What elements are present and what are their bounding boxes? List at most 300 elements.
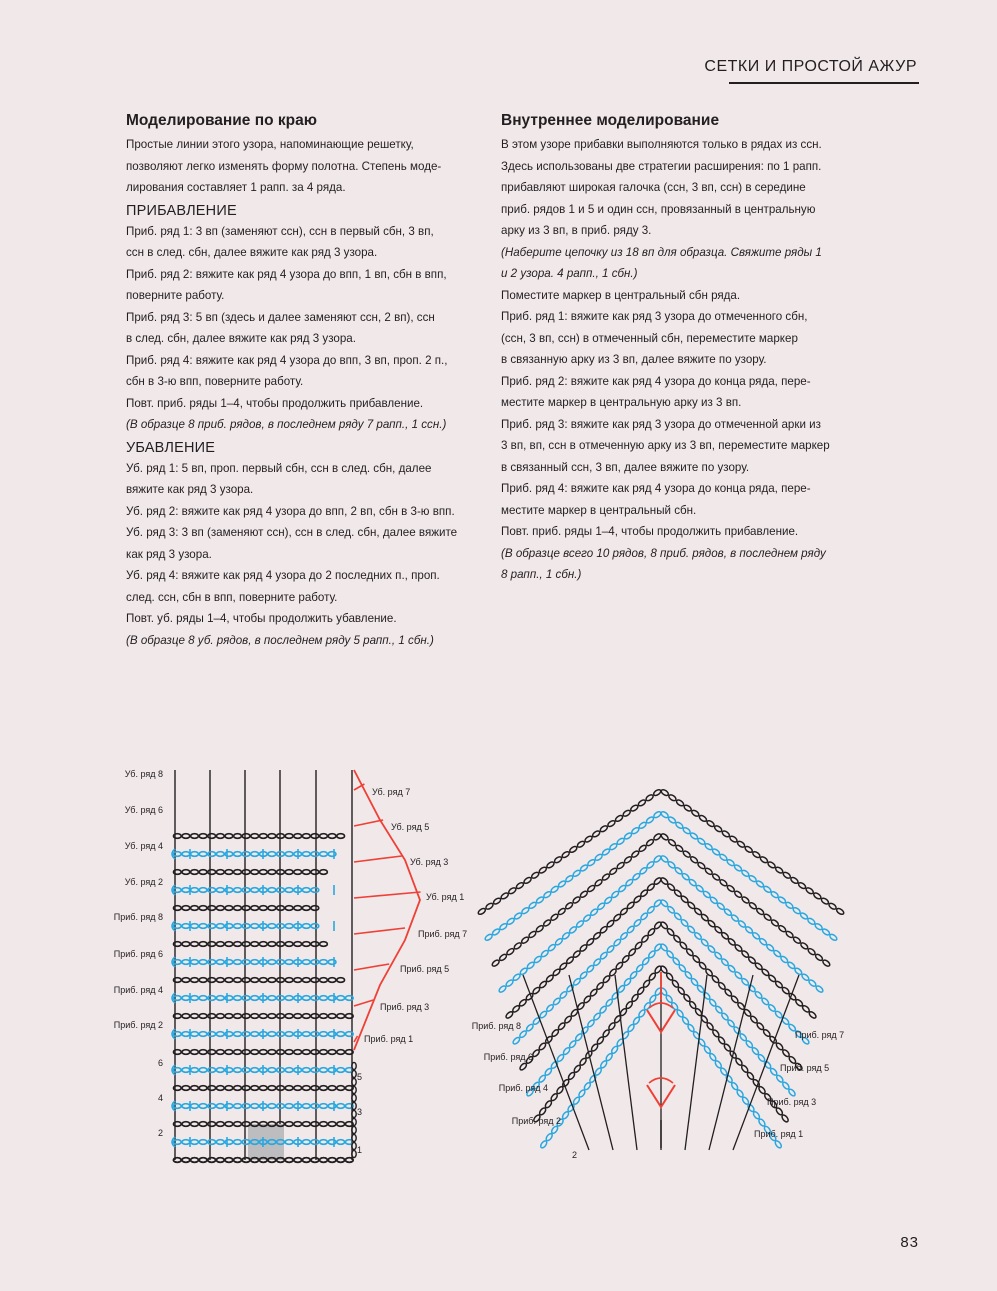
fan-chain-black bbox=[551, 1029, 560, 1038]
foundation-chain bbox=[302, 1158, 310, 1163]
fan-chain-black bbox=[744, 845, 753, 853]
fan-chain-blue bbox=[572, 869, 581, 877]
chain-row-black bbox=[208, 1014, 216, 1019]
chain-row-black bbox=[285, 942, 293, 947]
fan-chain-blue bbox=[815, 985, 824, 994]
chain-row-black bbox=[234, 834, 242, 839]
fan-chain-black bbox=[596, 981, 605, 990]
fan-chain-blue bbox=[579, 864, 588, 872]
fan-chain-blue bbox=[606, 945, 615, 954]
note-line: 8 рапп., 1 сбн.) bbox=[501, 568, 582, 581]
chain-row-black bbox=[328, 1086, 336, 1091]
chain-row-blue bbox=[311, 996, 319, 1001]
chain-row-black bbox=[311, 1086, 319, 1091]
chain-row-black bbox=[337, 978, 345, 983]
fan-chain-blue bbox=[547, 943, 556, 952]
fan-chain-black bbox=[615, 814, 624, 822]
chain-row-black bbox=[311, 870, 319, 875]
chain-row-black bbox=[302, 1014, 310, 1019]
edge-chain bbox=[352, 1094, 356, 1101]
fan-chain-blue bbox=[533, 955, 542, 964]
fan-chain-blue bbox=[561, 932, 570, 941]
fan-chain-blue bbox=[719, 853, 728, 861]
edge-chain bbox=[352, 1062, 356, 1069]
chain-row-blue bbox=[285, 996, 293, 1001]
fan-chain-blue bbox=[709, 896, 718, 905]
fan-chain-black bbox=[717, 1036, 725, 1045]
chain-row-black bbox=[216, 942, 224, 947]
fan-chain-blue bbox=[672, 957, 681, 966]
fan-chain-blue bbox=[799, 912, 808, 920]
foundation-chain bbox=[328, 1158, 336, 1163]
fan-chain-black bbox=[748, 902, 757, 910]
chain-row-blue bbox=[337, 1140, 345, 1145]
chain-row-blue bbox=[285, 960, 293, 965]
chain-row-black bbox=[225, 1014, 233, 1019]
chain-row-black bbox=[182, 942, 190, 947]
chain-row-black bbox=[225, 1086, 233, 1091]
chain-row-black bbox=[337, 1086, 345, 1091]
fan-chain-blue bbox=[709, 1053, 717, 1062]
fan-chain-blue bbox=[697, 837, 706, 845]
fan-chain-black bbox=[680, 895, 689, 904]
fan-chain-black bbox=[645, 794, 654, 802]
chain-row-black bbox=[268, 1086, 276, 1091]
fan-chain-blue bbox=[506, 917, 515, 925]
chain-row-blue bbox=[182, 924, 190, 929]
fan-chain-black bbox=[778, 924, 787, 932]
fan-chain-black bbox=[550, 913, 559, 921]
chain-row-blue bbox=[311, 1140, 319, 1145]
chain-row-blue bbox=[268, 888, 276, 893]
fan-chain-blue bbox=[538, 1074, 547, 1083]
fan-chain-black bbox=[645, 838, 654, 846]
fan-chain-blue bbox=[638, 1009, 646, 1018]
chain-row-blue bbox=[328, 1068, 336, 1073]
fan-chain-black bbox=[531, 871, 540, 879]
fan-chain-blue bbox=[594, 1067, 602, 1076]
chain-row-black bbox=[337, 1050, 345, 1055]
fan-chain-blue bbox=[578, 1089, 586, 1098]
fan-chain-black bbox=[795, 998, 804, 1007]
chain-row-black bbox=[294, 942, 302, 947]
chain-row-blue bbox=[208, 1032, 216, 1037]
chain-row-blue bbox=[328, 1104, 336, 1109]
chain-row-blue bbox=[216, 996, 224, 1001]
chain-row-black bbox=[259, 1086, 267, 1091]
chain-row-black bbox=[208, 906, 216, 911]
chain-row-black bbox=[234, 906, 242, 911]
fan-row-label-right: Приб. ряд 7 bbox=[795, 1030, 845, 1040]
row-label-left: Приб. ряд 6 bbox=[113, 949, 163, 959]
chain-row-black bbox=[225, 906, 233, 911]
fan-chain-blue bbox=[535, 896, 544, 904]
chain-row-blue bbox=[234, 888, 242, 893]
chain-row-blue bbox=[199, 996, 207, 1001]
chain-row-black bbox=[199, 978, 207, 983]
fan-chain-black bbox=[836, 907, 845, 915]
chain-row-blue bbox=[225, 888, 233, 893]
fan-chain-blue bbox=[714, 951, 723, 960]
fan-chain-black bbox=[762, 1029, 771, 1038]
chain-row-black bbox=[251, 1086, 259, 1091]
fan-chain-blue bbox=[498, 985, 507, 994]
fan-chain-blue bbox=[660, 943, 669, 952]
chain-row-blue bbox=[199, 852, 207, 857]
foundation-chain bbox=[311, 1158, 319, 1163]
chain-row-black bbox=[268, 1014, 276, 1019]
chain-row-black bbox=[285, 870, 293, 875]
fan-chain-black bbox=[735, 1057, 743, 1066]
chain-row-blue bbox=[242, 1068, 250, 1073]
chain-row-black bbox=[234, 1014, 242, 1019]
fan-chain-black bbox=[714, 825, 723, 833]
note-line: (В образце всего 10 рядов, 8 приб. рядов, в последнем ряду bbox=[501, 546, 826, 560]
text-line: В этом узоре прибавки выполняются только в рядах из ссн. bbox=[501, 138, 822, 151]
fan-chain-black bbox=[740, 1064, 748, 1073]
fan-chain-blue bbox=[611, 890, 620, 899]
text-line: Приб. ряд 2: вяжите как ряд 4 узора до впп, 1 вп, сбн в впп, bbox=[126, 267, 447, 281]
chain-row-black bbox=[216, 870, 224, 875]
fan-chain-black bbox=[782, 871, 791, 879]
chain-row-blue bbox=[216, 960, 224, 965]
fan-chain-black bbox=[800, 942, 809, 950]
fan-chain-black bbox=[665, 972, 673, 981]
chain-row-blue bbox=[199, 1104, 207, 1109]
chain-row-blue bbox=[285, 1140, 293, 1145]
fan-chain-blue bbox=[590, 908, 599, 917]
fan-chain-black bbox=[683, 993, 691, 1002]
fan-chain-black bbox=[500, 892, 509, 900]
row-label-right: 5 bbox=[357, 1072, 363, 1082]
chain-row-black bbox=[182, 906, 190, 911]
text-line: ссн в след. сбн, далее вяжите как ряд 3 узора. bbox=[126, 246, 378, 259]
chain-row-black bbox=[328, 978, 336, 983]
fan-chain-black bbox=[609, 968, 618, 977]
fan-chain-black bbox=[576, 840, 585, 848]
chain-row-blue bbox=[216, 1140, 224, 1145]
fan-chain-black bbox=[741, 950, 750, 959]
fan-chain-blue bbox=[638, 821, 647, 829]
text-line: в связанную арку из 3 вп, далее вяжите по узору. bbox=[501, 353, 767, 366]
chain-row-black bbox=[285, 1014, 293, 1019]
chain-row-black bbox=[199, 942, 207, 947]
fan-chain-blue bbox=[695, 884, 704, 893]
fan-chain-black bbox=[648, 972, 656, 981]
fan-chain-black bbox=[726, 884, 735, 892]
chain-row-blue bbox=[191, 1068, 199, 1073]
chain-row-black bbox=[294, 1086, 302, 1091]
fan-chain-blue bbox=[660, 855, 669, 864]
chain-row-black bbox=[320, 1014, 328, 1019]
fan-chain-black bbox=[691, 809, 700, 817]
fan-chain-blue bbox=[525, 1023, 534, 1032]
fan-chain-black bbox=[677, 986, 685, 995]
fan-chain-blue bbox=[711, 848, 720, 856]
chain-row-black bbox=[328, 834, 336, 839]
chain-row-black bbox=[199, 906, 207, 911]
fan-chain-blue bbox=[723, 908, 732, 917]
chain-row-black bbox=[311, 1050, 319, 1055]
chain-row-blue bbox=[199, 888, 207, 893]
fan-chain-black bbox=[623, 856, 632, 864]
fan-chain-black bbox=[714, 925, 723, 934]
chain-row-blue bbox=[285, 852, 293, 857]
chain-row-black bbox=[191, 1014, 199, 1019]
fan-chain-blue bbox=[499, 923, 508, 931]
fan-chain-blue bbox=[593, 958, 602, 967]
fan-chain-black bbox=[770, 919, 779, 927]
chain-row-black bbox=[216, 1122, 224, 1127]
fan-chain-black bbox=[689, 1001, 697, 1010]
fan-chain-black bbox=[539, 980, 548, 989]
chain-row-blue bbox=[191, 852, 199, 857]
fan-chain-black bbox=[640, 889, 649, 898]
chain-row-blue bbox=[234, 1104, 242, 1109]
chain-row-black bbox=[182, 1050, 190, 1055]
fan-chain-blue bbox=[545, 1133, 553, 1142]
chain-row-blue bbox=[320, 1140, 328, 1145]
fan-chain-black bbox=[642, 979, 650, 988]
chain-row-blue bbox=[182, 996, 190, 1001]
foundation-chain bbox=[294, 1158, 302, 1163]
chain-row-blue bbox=[251, 960, 259, 965]
fan-chain-blue bbox=[770, 891, 779, 899]
chain-row-black bbox=[302, 1122, 310, 1127]
chain-row-blue bbox=[191, 924, 199, 929]
chain-row-black bbox=[328, 1014, 336, 1019]
fan-chain-blue bbox=[599, 1005, 608, 1014]
fan-chain-blue bbox=[539, 1010, 548, 1019]
fan-row-label-right: Приб. ряд 1 bbox=[754, 1129, 804, 1139]
fan-chain-blue bbox=[700, 938, 709, 947]
fan-row-label-right: Приб. ряд 3 bbox=[767, 1097, 817, 1107]
increase-note: (В образце 8 приб. рядов, в последнем ряду 7 рапп., 1 ссн.) bbox=[126, 418, 447, 431]
fan-chain-black bbox=[660, 877, 669, 886]
chain-row-black bbox=[182, 870, 190, 875]
chain-row-blue bbox=[268, 996, 276, 1001]
chain-row-blue bbox=[328, 1140, 336, 1145]
fan-chain-blue bbox=[687, 925, 696, 934]
chain-row-black bbox=[234, 1050, 242, 1055]
chain-row-black bbox=[225, 834, 233, 839]
text-line: поверните работу. bbox=[126, 289, 225, 302]
fan-chain-blue bbox=[519, 967, 528, 976]
fan-chain-blue bbox=[748, 875, 757, 883]
fan-chain-blue bbox=[751, 1047, 760, 1056]
fan-chain-black bbox=[697, 861, 706, 869]
row-label-left: Уб. ряд 4 bbox=[124, 841, 163, 851]
fan-chain-black bbox=[718, 981, 727, 990]
text-line: в связанный ссн, 3 вп, далее вяжите по узору. bbox=[501, 460, 750, 474]
chain-row-black bbox=[216, 906, 224, 911]
fan-chain-blue bbox=[626, 925, 635, 934]
fan-chain-black bbox=[775, 1042, 784, 1051]
fan-chain-blue bbox=[653, 811, 662, 819]
chain-row-black bbox=[311, 906, 319, 911]
chain-row-blue bbox=[302, 1104, 310, 1109]
fan-chain-blue bbox=[546, 1004, 555, 1013]
fan-chain-black bbox=[631, 993, 639, 1002]
fan-chain-black bbox=[698, 961, 707, 970]
chain-row-black bbox=[311, 942, 319, 947]
fan-chain-blue bbox=[543, 891, 552, 899]
chain-row-black bbox=[242, 834, 250, 839]
fan-chain-black bbox=[633, 895, 642, 904]
fan-chain-black bbox=[759, 856, 768, 864]
fan-chain-black bbox=[557, 1022, 566, 1031]
fan-row-label-right: Приб. ряд 5 bbox=[780, 1063, 830, 1073]
chain-row-black bbox=[251, 834, 259, 839]
fan-chain-blue bbox=[484, 933, 493, 941]
foundation-chain bbox=[225, 1158, 233, 1163]
text-line: арку из 3 вп, в приб. ряду 3. bbox=[501, 224, 652, 237]
fan-chain-black bbox=[724, 988, 733, 997]
fan-chain-blue bbox=[649, 994, 657, 1003]
chain-row-black bbox=[268, 978, 276, 983]
fan-chain-blue bbox=[554, 937, 563, 946]
chain-row-blue bbox=[302, 924, 310, 929]
fan-chain-black bbox=[579, 944, 588, 953]
chain-row-blue bbox=[320, 1068, 328, 1073]
chain-row-black bbox=[191, 1050, 199, 1055]
fan-chain-black bbox=[535, 924, 544, 932]
chain-row-black bbox=[191, 870, 199, 875]
chain-row-blue bbox=[199, 1032, 207, 1037]
chain-row-blue bbox=[242, 852, 250, 857]
text-line: местите маркер в центральную арку из 3 вп. bbox=[501, 396, 742, 409]
fan-chain-black bbox=[579, 890, 588, 898]
fan-chain-black bbox=[668, 838, 677, 846]
chain-row-black bbox=[259, 870, 267, 875]
fan-chain-blue bbox=[513, 912, 522, 920]
fan-chain-blue bbox=[730, 1082, 738, 1091]
fan-chain-blue bbox=[702, 890, 711, 899]
fan-chain-blue bbox=[579, 971, 588, 980]
fan-chain-black bbox=[619, 907, 628, 916]
fan-chain-blue bbox=[788, 1088, 797, 1097]
fan-chain-black bbox=[506, 947, 515, 955]
foundation-chain bbox=[191, 1158, 199, 1163]
fan-chain-blue bbox=[540, 1140, 548, 1149]
chain-row-black bbox=[242, 978, 250, 983]
shaping-stitch-red bbox=[354, 1000, 373, 1006]
fan-chain-blue bbox=[696, 984, 705, 993]
fan-chain-black bbox=[782, 1049, 791, 1058]
fan-chain-black bbox=[781, 986, 790, 995]
chain-row-black bbox=[320, 942, 328, 947]
fan-chain-blue bbox=[716, 902, 725, 911]
fan-chain-black bbox=[767, 861, 776, 869]
fan-chain-black bbox=[774, 980, 783, 989]
chain-row-blue bbox=[225, 1068, 233, 1073]
chain-row-black bbox=[182, 978, 190, 983]
text-line: Уб. ряд 3: 3 вп (заменяют ссн), ссн в след. сбн, далее вяжите bbox=[126, 526, 458, 539]
chain-row-blue bbox=[199, 1068, 207, 1073]
fan-chain-blue bbox=[741, 1096, 749, 1105]
chain-row-black bbox=[234, 978, 242, 983]
chain-row-blue bbox=[328, 996, 336, 1001]
chain-row-black bbox=[199, 1050, 207, 1055]
fan-chain-blue bbox=[629, 971, 638, 980]
fan-chain-black bbox=[673, 889, 682, 898]
chain-row-black bbox=[268, 1050, 276, 1055]
fan-chain-black bbox=[519, 1062, 528, 1071]
fan-chain-blue bbox=[730, 914, 739, 923]
chain-row-black bbox=[225, 1050, 233, 1055]
fan-chain-black bbox=[637, 799, 646, 807]
edge-chain bbox=[352, 1118, 356, 1125]
chain-row-blue bbox=[234, 960, 242, 965]
chain-row-black bbox=[268, 870, 276, 875]
fan-chain-black bbox=[828, 902, 837, 910]
fan-chain-black bbox=[550, 1093, 558, 1102]
chain-row-black bbox=[191, 978, 199, 983]
chain-row-blue bbox=[225, 1032, 233, 1037]
chain-row-blue bbox=[225, 996, 233, 1001]
chain-row-black bbox=[242, 1086, 250, 1091]
fan-chain-black bbox=[544, 1100, 552, 1109]
fan-chain-blue bbox=[676, 1009, 684, 1018]
fan-chain-black bbox=[694, 907, 703, 916]
text-line: Приб. ряд 3: 5 вп (здесь и далее заменяют ссн, 2 вп), ссн bbox=[126, 310, 435, 324]
fan-chain-blue bbox=[704, 843, 713, 851]
chain-row-black bbox=[268, 906, 276, 911]
chain-row-black bbox=[225, 942, 233, 947]
fan-chain-blue bbox=[625, 878, 634, 887]
fan-chain-blue bbox=[681, 1016, 689, 1025]
fan-chain-blue bbox=[736, 1089, 744, 1098]
chain-row-blue bbox=[268, 1104, 276, 1109]
fan-chain-blue bbox=[635, 964, 644, 973]
chain-row-black bbox=[208, 870, 216, 875]
fan-chain-blue bbox=[794, 967, 803, 976]
fan-chain-black bbox=[485, 902, 494, 910]
fan-chain-black bbox=[706, 1022, 714, 1031]
chain-row-blue bbox=[268, 924, 276, 929]
fan-chain-black bbox=[785, 930, 794, 938]
fan-chain-blue bbox=[568, 926, 577, 935]
fan-chain-black bbox=[705, 968, 714, 977]
fan-chain-blue bbox=[574, 1033, 583, 1042]
row-label-right: Уб. ряд 5 bbox=[391, 822, 430, 832]
fan-chain-blue bbox=[562, 1047, 571, 1056]
fan-chain-blue bbox=[565, 875, 574, 883]
chain-row-black bbox=[199, 1086, 207, 1091]
fan-chain-blue bbox=[734, 971, 743, 980]
fan-chain-blue bbox=[491, 928, 500, 936]
fan-chain-black bbox=[523, 876, 532, 884]
chain-row-black bbox=[216, 978, 224, 983]
fan-chain-black bbox=[730, 995, 739, 1004]
fan-chain-black bbox=[822, 959, 831, 967]
fan-chain-blue bbox=[745, 1040, 754, 1049]
edge-chain bbox=[352, 1126, 356, 1133]
fan-chain-blue bbox=[821, 928, 830, 936]
edge-chain bbox=[352, 1070, 356, 1077]
fan-chain-blue bbox=[556, 1054, 565, 1063]
fan-chain-black bbox=[613, 913, 622, 922]
fan-chain-blue bbox=[708, 998, 717, 1007]
fan-chain-black bbox=[637, 986, 645, 995]
text-line: Приб. ряд 3: вяжите как ряд 3 узора до отмеченной арки из bbox=[501, 417, 821, 431]
text-line: прибавляют широкая галочка (ссн, 3 вп, ссн) в середине bbox=[501, 181, 806, 194]
fan-chain-blue bbox=[681, 872, 690, 881]
fan-chain-blue bbox=[774, 1010, 783, 1019]
chain-row-blue bbox=[285, 888, 293, 893]
text-line: Повт. уб. ряды 1–4, чтобы продолжить убавление. bbox=[126, 612, 397, 625]
chain-row-black bbox=[294, 1122, 302, 1127]
